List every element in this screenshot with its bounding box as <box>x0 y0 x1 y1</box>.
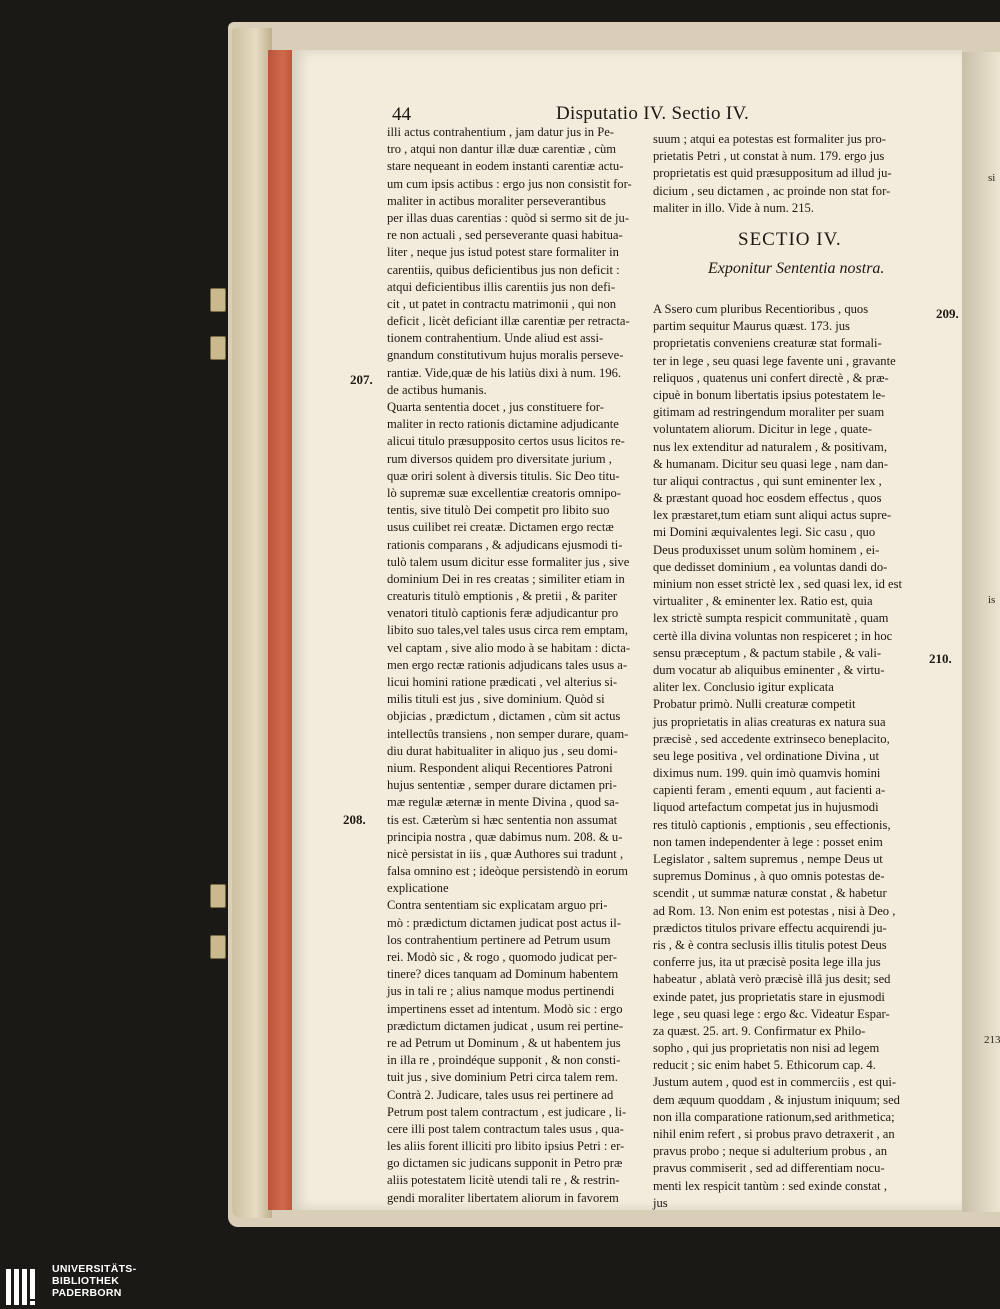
text-line: virtualiter , & eminenter lex. Ratio est, quia <box>653 594 873 609</box>
text-line: conferre jus, ita ut præcisè posita lege illa jus <box>653 955 881 970</box>
text-line: menti lex respicit tantùm : sed exinde constat , <box>653 1178 887 1193</box>
text-line: usus cuilibet rei creatæ. Dictamen ergo rectæ <box>387 520 614 535</box>
text-line: proprietatis est quid præsuppositum ad illud ju- <box>653 166 892 181</box>
logo-line: UNIVERSITÄTS- <box>52 1263 137 1275</box>
text-line: impertinens esset ad intentum. Modò sic : ergo <box>387 1001 623 1016</box>
text-line: maliter in illo. Vide à num. 215. <box>653 200 814 215</box>
text-line: illi actus contrahentium , jam datur jus in Pe- <box>387 125 614 139</box>
text-line: tis est. Cæterùm si hæc sententia non assumat <box>387 812 618 827</box>
text-line: de actibus humanis. <box>387 382 487 397</box>
text-line: les aliis forent illiciti pro libito ipsius Petri : er- <box>387 1139 625 1154</box>
clasp <box>210 935 226 959</box>
text-line: Legislator , saltem supremus , nempe Deus ut <box>653 852 883 866</box>
text-line: lex strictè sumpta respicit communitatè , quam <box>653 611 889 626</box>
text-line: rei. Modò sic , & rogo , quomodo judicat per- <box>387 950 617 964</box>
text-line: nicè persistat in iis , quæ Authores sui tradunt , <box>387 846 624 861</box>
right-text-column-bottom <box>653 301 925 1212</box>
text-line: men ergo rectæ rationis adjudicans tales usus a- <box>387 657 628 672</box>
text-line: Justum autem , quod est in commerciis , est qui- <box>653 1075 897 1090</box>
text-line: prietatis Petri , ut constat à num. 179. ergo jus <box>653 149 885 164</box>
library-logo-icon <box>4 1265 48 1309</box>
text-line: explicatione <box>387 881 449 896</box>
text-line: tinere? dices tanquam ad Dominum habentem <box>387 967 619 982</box>
text-line: tur aliqui contractus , qui sunt eminenter lex , <box>653 473 882 488</box>
text-line: scendit , ut summæ naturæ constat , & habetur <box>653 886 887 901</box>
text-line: præcisè , sed accedente extrinseco beneplacito, <box>653 731 890 746</box>
text-line: Petrum post talem contractum , est judicare , li- <box>387 1104 627 1119</box>
text-line: Deus produxisset unum solùm hominem , ei- <box>653 542 880 557</box>
text-line: Contra sententiam sic explicatam arguo pri- <box>387 898 608 913</box>
text-line: hujus sententiæ , semper durare dictamen pri- <box>387 778 617 793</box>
text-line: falsa omnino est ; ideòque persistendò in eorum <box>387 864 628 879</box>
section-heading: SECTIO IV. <box>738 229 842 250</box>
text-line: ris , & è contra seclusis illis titulis potest Deus <box>653 937 887 952</box>
text-line: rationis comparans , & adjudicans ejusmodi ti- <box>387 537 623 552</box>
text-line: cipuè in bonum libertatis ipsius potestatem le- <box>653 387 886 402</box>
text-line: tentis, sive titulò Dei competit pro libito suo <box>387 503 610 518</box>
text-line: licui homini ratione prædicati , vel alterius si- <box>387 675 618 689</box>
text-line: vel captam , sive alio modo à se habitam : dicta- <box>387 640 631 655</box>
text-line: Probatur primò. Nulli creaturæ competit <box>653 697 856 712</box>
text-line: alicui titulo præsupposito certos usus licitos re- <box>387 434 625 449</box>
text-line: & humanam. Dicitur seu quasi lege , nam dan- <box>653 456 889 471</box>
text-line: mæ regulæ æternæ in mente Divina , quod sa- <box>387 795 619 810</box>
margin-number: 207. <box>350 372 373 387</box>
text-line: prædictum dictamen judicat , usum rei pertine- <box>387 1018 624 1033</box>
text-line: dum vocatur ab aliquibus eminenter , & virtu- <box>653 662 885 677</box>
text-line: intellectûs transiens , non semper durare, quam- <box>387 726 629 741</box>
text-line: res titulò captionis , emptionis , seu effectionis, <box>653 817 891 832</box>
text-line: jus in tali re ; alius namque modus pertinendi <box>387 984 615 999</box>
text-line: pravus commiserit , sed ad differentiam nocu- <box>653 1161 885 1176</box>
text-line: prædictos titulos privare effectu acquirendi ju- <box>653 920 887 935</box>
text-line: jus proprietatis in alias creaturas ex natura sua <box>653 714 886 729</box>
text-line: lege , seu quasi lege : ergo &c. Videatur Espar- <box>653 1006 890 1021</box>
text-line: carentiis, quibus deficientibus jus non deficit : <box>387 262 620 277</box>
text-line: gnandum constitutivum hujus moralis perseve- <box>387 348 624 363</box>
text-line: cere illi post talem contractum tales usus , qua- <box>387 1121 624 1136</box>
text-line: aliis potestatem licitè utendi tali re , & restrin- <box>387 1173 620 1188</box>
text-line: nium. Respondent aliqui Recentiores Patroni <box>387 760 613 775</box>
text-line: Quarta sententia docet , jus constituere for- <box>387 400 604 414</box>
text-line: dicium , seu dictamen , ac proinde non stat for- <box>653 183 891 198</box>
logo-line: BIBLIOTHEK <box>52 1275 120 1287</box>
text-line: aliter lex. Conclusio igitur explicata <box>653 680 834 695</box>
text-line: tro , atqui non dantur illæ duæ carentiæ , cùm <box>387 142 617 157</box>
text-line: re non actuali , sed perseverante quasi habitua- <box>387 228 623 243</box>
text-line: non tamen independenter à lege : posset enim <box>653 834 883 849</box>
text-line: re ad Petrum ut Dominum , & ut habentem jus <box>387 1035 621 1050</box>
text-line: proprietatis conveniens creaturæ stat formali- <box>653 336 882 351</box>
text-line: non illa comparatione rationum,sed arithmetica; <box>653 1109 895 1124</box>
text-line: ad Rom. 13. Non enim est potestas , nisi à Deo , <box>653 903 896 918</box>
text-line: Contrà 2. Judicare, tales usus rei pertinere ad <box>387 1087 614 1102</box>
text-line: certè illa divina voluntas non respiceret ; in hoc <box>653 628 893 643</box>
text-line: exinde patet, jus proprietatis stare in ejusmodi <box>653 989 885 1004</box>
text-line: voluntatem aliorum. Dicitur in lege , quate- <box>653 422 872 437</box>
clasp <box>210 884 226 908</box>
text-line: seu lege positiva , vel ordinatione Divina , ut <box>653 748 879 763</box>
text-line: per illas duas carentias : quòd si sermo sit de ju- <box>387 210 630 225</box>
text-line: rantiæ. Vide,quæ de his latiùs dixi à num. 196. <box>387 365 622 380</box>
text-line: liquod artefactum competat jus in hujusmodi <box>653 800 879 815</box>
text-line: & præstant quoad hoc eosdem effectus , quos <box>653 491 882 506</box>
text-line: supremus Dominus , à quo omnis potestas de- <box>653 869 885 884</box>
text-line: lex præstaret,tum etiam sunt aliqui actus supre- <box>653 508 892 523</box>
text-line: libito suo tales,vel tales usus circa rem emptam, <box>387 623 628 638</box>
text-line: gitimam ad restringendum moraliter per suam <box>653 405 885 420</box>
right-text-column-top <box>653 131 925 217</box>
margin-number: 208. <box>343 812 366 827</box>
text-line: ter in lege , seu quasi lege favente uni , gravante <box>653 353 896 368</box>
text-line: dem æquum quoddam , & injustum iniquum; sed <box>653 1092 900 1107</box>
text-line: go dictamen sic judicans supponit in Petro præ <box>387 1156 623 1171</box>
text-line: objicias , prædictum , dictamen , cùm sit actus <box>387 709 621 724</box>
text-line: mi Domini æquivalentes legi. Sic casu , quo <box>653 525 876 540</box>
text-line: partim sequitur Maurus quæst. 173. jus <box>653 319 850 334</box>
text-line: sopho , qui jus proprietatis non nisi ad legem <box>653 1041 880 1056</box>
text-line: reliquos , quatenus uni confert directè , & præ- <box>653 370 889 385</box>
text-line: diximus num. 199. quin imò quamvis homini <box>653 766 881 781</box>
text-line: cit , ut patet in contractu matrimonii , qui non <box>387 296 617 311</box>
text-line: maliter in actibus moraliter perseverantibus <box>387 193 606 208</box>
text-line: in illa re , proindéque supponit , & non consti- <box>387 1053 621 1068</box>
text-line: tulò talem usum dicitur esse formaliter jus , sive <box>387 554 630 569</box>
clasp <box>210 288 226 312</box>
facing-page-fragment: is <box>988 594 996 606</box>
text-line: habeatur , ablatà verò præcisè illâ jus desit; sed <box>653 972 891 987</box>
facing-page-fragment: 213 <box>984 1034 1000 1046</box>
text-line: rum diversos quidem pro diversitate jurium , <box>387 451 612 466</box>
text-line: los contrahentium pertinere ad Petrum usum <box>387 932 611 947</box>
library-logo <box>0 1259 160 1309</box>
text-line: maliter in recto rationis dictamine adjudicante <box>387 417 619 432</box>
running-title: Disputatio IV. Sectio IV. <box>556 103 750 124</box>
text-line: deficit , licèt deficiant illæ carentiæ per retracta- <box>387 314 630 329</box>
clasp <box>210 336 226 360</box>
text-line: milis tituli est jus , sive dominium. Quòd si <box>387 692 605 707</box>
text-line: gendi moraliter libertatem aliorum in favorem <box>387 1190 619 1205</box>
text-line: minium non esset strictè lex , sed quasi lex, id est <box>653 577 903 591</box>
text-line: tuit jus , sive dominium Petri circa talem rem. <box>387 1070 618 1085</box>
text-line: atqui deficientibus illis carentiis jus non defi- <box>387 279 616 294</box>
text-line: capienti feram , ementi equum , aut facienti a- <box>653 783 886 798</box>
text-line: sensu præceptum , & pactum stabile , & vali- <box>653 645 882 660</box>
margin-number: 209. <box>936 306 959 321</box>
text-line: mò : prædictum dictamen judicat post actus il- <box>387 915 621 930</box>
margin-number: 210. <box>929 651 952 666</box>
text-line: A Ssero cum pluribus Recentioribus , quos <box>653 302 869 316</box>
text-line: nus lex extenditur ad naturalem , & positivam, <box>653 439 887 454</box>
text-line: liter , neque jus istud potest stare formaliter in <box>387 245 619 260</box>
text-line: creaturis titulò emptionis , & pretii , & pariter <box>387 589 618 604</box>
left-text-column <box>387 124 647 1207</box>
text-line: lò supremæ suæ excellentiæ creatoris omnipo- <box>387 485 621 500</box>
text-line: suum ; atqui ea potestas est formaliter jus pro- <box>653 132 886 146</box>
section-subtitle: Exponitur Sententia nostra. <box>708 260 885 277</box>
text-line: quæ oriri solent à diversis titulis. Sic Deo titu- <box>387 468 620 483</box>
text-line: que dedisset dominium , ea voluntas dandi do- <box>653 559 888 574</box>
page-number: 44 <box>392 104 411 125</box>
text-line: nihil enim refert , si probus pravo detraxerit , an <box>653 1127 895 1141</box>
text-line: um cum ipsis actibus : ergo jus non consistit for- <box>387 176 632 191</box>
text-line: venatori titulò captionis feræ adjudicantur pro <box>387 606 619 621</box>
text-line: principia nostra , quæ dabimus num. 208. & u- <box>387 829 623 844</box>
text-line: stare nequeant in eodem instanti carentiæ actu- <box>387 159 624 174</box>
book-spine-edge <box>232 28 272 1218</box>
text-line: jus <box>653 1195 668 1210</box>
library-logo-text <box>52 1263 136 1299</box>
text-line: diu durat habitualiter in aliquo jus , seu domi- <box>387 743 618 758</box>
text-line: pravus probo ; neque si adulterium probus , an <box>653 1144 887 1159</box>
text-line: reducit ; sic enim habet 5. Ethicorum cap. 4. <box>653 1058 876 1073</box>
logo-line: PADERBORN <box>52 1287 122 1299</box>
text-line: za quæst. 25. art. 9. Confirmatur ex Philo- <box>653 1023 866 1038</box>
text-line: tionem contrahentium. Unde aliud est assi- <box>387 331 604 346</box>
text-line: dominium Dei in res creatas ; similiter etiam in <box>387 571 625 586</box>
facing-page-fragment: si <box>988 172 996 184</box>
